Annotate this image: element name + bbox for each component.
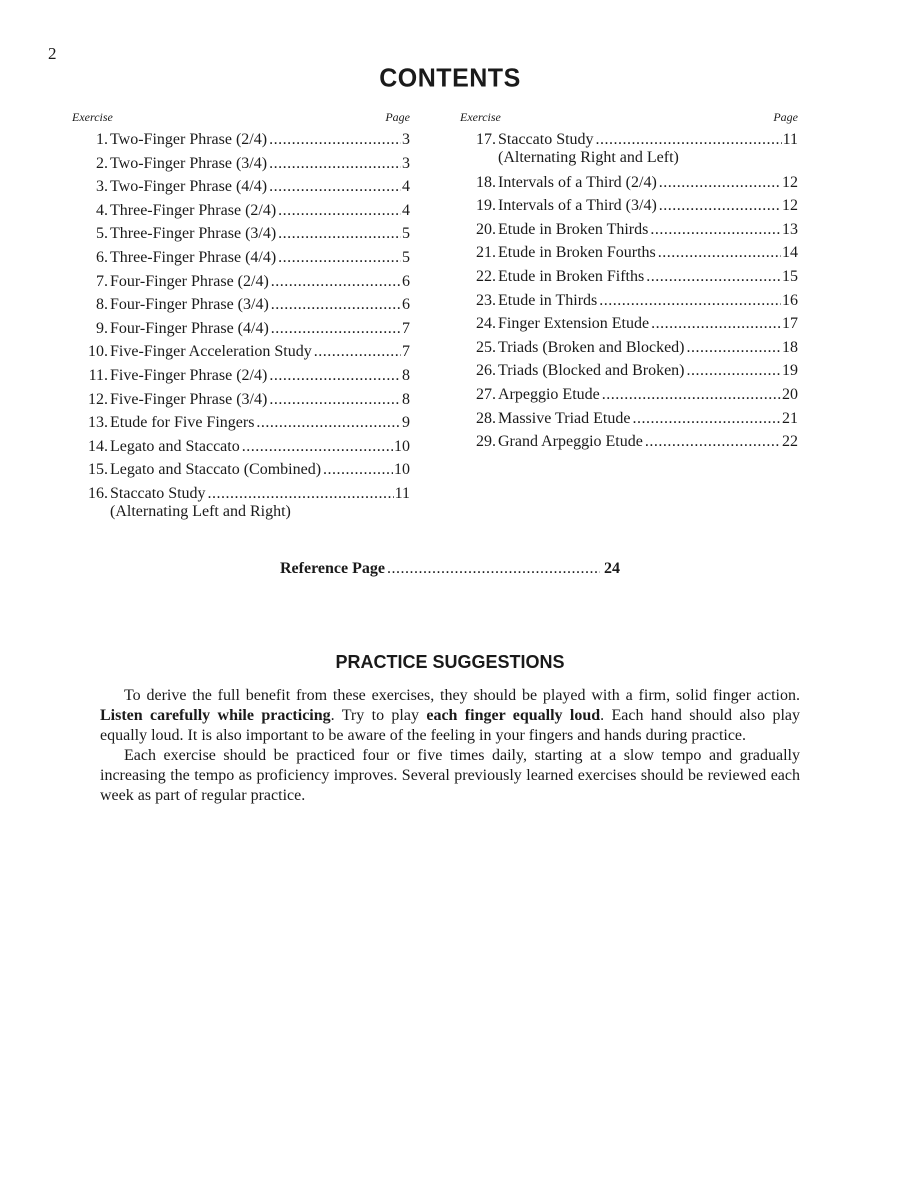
practice-body (100, 686, 800, 806)
dot-leader (645, 430, 781, 454)
dot-leader (650, 218, 781, 242)
contents-entry (70, 222, 410, 246)
reference-page-entry (280, 560, 620, 578)
exercise-page-number: 8 (402, 390, 410, 408)
exercise-page-number: 22 (782, 433, 798, 451)
dot-leader (271, 270, 401, 294)
exercise-subtitle: (Alternating Right and Left) (498, 148, 679, 166)
exercise-page-number: 14 (782, 244, 798, 262)
dot-leader (659, 194, 781, 218)
contents-entry (70, 293, 410, 317)
contents-entry (458, 430, 798, 454)
dot-leader (687, 336, 782, 360)
page-header: Page (385, 110, 410, 124)
exercise-number: 3. (96, 178, 108, 196)
contents-entry-line (458, 289, 798, 313)
contents-entry (70, 152, 410, 176)
exercise-page-number: 3 (402, 131, 410, 148)
column-header (458, 110, 798, 128)
exercise-number: 23. (476, 291, 496, 309)
left-entry-list (70, 128, 410, 522)
exercise-number: 20. (476, 220, 496, 238)
exercise-page-number: 19 (782, 362, 798, 380)
contents-entry-line (70, 152, 410, 176)
exercise-page-number: 12 (782, 173, 798, 191)
contents-entry (70, 458, 410, 482)
contents-entry (70, 340, 410, 364)
exercise-title: Staccato Study (110, 484, 206, 502)
exercise-page-number: 10 (394, 437, 410, 455)
contents-entry (70, 270, 410, 294)
exercise-title: Finger Extension Etude (498, 315, 650, 333)
dot-leader (602, 383, 781, 407)
exercise-number: 2. (96, 154, 108, 172)
exercise-number: 27. (476, 385, 496, 403)
exercise-title: Staccato Study (498, 131, 594, 148)
exercise-title: Triads (Broken and Blocked) (498, 338, 685, 356)
exercise-number: 29. (476, 433, 496, 451)
contents-entry-line (70, 411, 410, 435)
contents-left-column (70, 110, 410, 525)
dot-leader (599, 289, 781, 313)
exercise-title: Arpeggio Etude (498, 385, 600, 403)
dot-leader (242, 435, 393, 459)
contents-entry-line (70, 199, 410, 223)
exercise-number: 17. (476, 131, 496, 148)
contents-entry-line (70, 270, 410, 294)
exercise-number: 18. (476, 173, 496, 191)
exercise-page-number: 5 (402, 225, 410, 243)
contents-entry-line (458, 336, 798, 360)
dot-leader (651, 312, 781, 336)
exercise-number: 15. (88, 461, 108, 479)
exercise-number: 21. (476, 244, 496, 262)
exercise-title: Grand Arpeggio Etude (498, 433, 643, 451)
exercise-title: Three-Finger Phrase (4/4) (110, 248, 277, 266)
contents-entry (458, 336, 798, 360)
exercise-number: 6. (96, 248, 108, 266)
exercise-header: Exercise (72, 110, 113, 124)
exercise-page-number: 6 (402, 296, 410, 314)
contents-entry (70, 482, 410, 522)
exercise-page-number: 11 (782, 131, 798, 148)
exercise-page-number: 3 (402, 154, 410, 172)
contents-entry (70, 411, 410, 435)
contents-entry-line (70, 128, 410, 152)
dot-leader (256, 411, 401, 435)
contents-entry-line (70, 435, 410, 459)
practice-emphasis: each finger equally loud (426, 707, 601, 724)
practice-text: . Each hand should also play equally loud. It is also important to be aware of the feeling in your fingers and hands during practice. (100, 707, 801, 744)
dot-leader (387, 560, 600, 578)
exercise-number: 8. (96, 296, 108, 314)
contents-entry-line (458, 241, 798, 265)
reference-page-number: 24 (604, 560, 620, 577)
exercise-title: Five-Finger Phrase (3/4) (110, 390, 268, 408)
dot-leader (323, 458, 393, 482)
dot-leader (278, 222, 401, 246)
exercise-title: Five-Finger Acceleration Study (110, 343, 312, 361)
contents-entry (458, 407, 798, 431)
exercise-number: 14. (88, 437, 108, 455)
exercise-number: 12. (88, 390, 108, 408)
exercise-number: 26. (476, 362, 496, 380)
exercise-title: Five-Finger Phrase (2/4) (110, 366, 268, 384)
dot-leader (314, 340, 401, 364)
page-header: Page (773, 110, 798, 124)
exercise-page-number: 4 (402, 201, 410, 219)
exercise-title: Two-Finger Phrase (4/4) (110, 178, 268, 196)
exercise-number: 16. (88, 484, 108, 502)
exercise-number: 11. (88, 366, 108, 384)
contents-entry (70, 435, 410, 459)
contents-entry-line (70, 293, 410, 317)
exercise-title: Two-Finger Phrase (2/4) (110, 131, 268, 148)
exercise-title: Triads (Blocked and Broken) (498, 362, 685, 380)
contents-entry (70, 388, 410, 412)
exercise-title: Four-Finger Phrase (3/4) (110, 296, 269, 314)
contents-entry (458, 218, 798, 242)
contents-entry-line (70, 340, 410, 364)
exercise-number: 1. (96, 131, 108, 148)
practice-text: . Try to play (330, 707, 427, 724)
exercise-subtitle: (Alternating Left and Right) (110, 502, 291, 520)
exercise-page-number: 16 (782, 291, 798, 309)
contents-entry-line (70, 222, 410, 246)
practice-emphasis: Listen carefully while practicing (100, 707, 331, 724)
exercise-title: Four-Finger Phrase (4/4) (110, 319, 269, 337)
dot-leader (271, 293, 401, 317)
contents-entry-line (458, 383, 798, 407)
exercise-title: Two-Finger Phrase (3/4) (110, 154, 268, 172)
contents-entry-line (458, 430, 798, 454)
exercise-page-number: 6 (402, 272, 410, 290)
contents-entry-line (70, 458, 410, 482)
contents-entry (458, 241, 798, 265)
dot-leader (646, 265, 781, 289)
page-number: 2 (48, 44, 57, 63)
contents-entry-line (70, 246, 410, 270)
exercise-title: Etude in Broken Thirds (498, 220, 649, 238)
exercise-title: Etude for Five Fingers (110, 414, 255, 432)
exercise-title: Intervals of a Third (2/4) (498, 173, 657, 191)
exercise-number: 25. (476, 338, 496, 356)
dot-leader (278, 199, 401, 223)
exercise-number: 10. (88, 343, 108, 361)
dot-leader (658, 241, 781, 265)
contents-entry (458, 383, 798, 407)
exercise-title: Etude in Thirds (498, 291, 598, 309)
exercise-number: 22. (476, 267, 496, 285)
exercise-page-number: 4 (402, 178, 410, 196)
exercise-page-number: 18 (782, 338, 798, 356)
exercise-number: 28. (476, 409, 496, 427)
exercise-number: 4. (96, 201, 108, 219)
contents-entry-line (458, 265, 798, 289)
right-entry-list (458, 128, 798, 454)
contents-entry (70, 175, 410, 199)
exercise-number: 5. (96, 225, 108, 243)
exercise-number: 19. (476, 197, 496, 215)
contents-entry (70, 364, 410, 388)
dot-leader (269, 128, 401, 152)
exercise-title: Three-Finger Phrase (2/4) (110, 201, 277, 219)
exercise-number: 7. (96, 272, 108, 290)
contents-entry (458, 128, 798, 168)
dot-leader (269, 364, 401, 388)
exercise-number: 24. (476, 315, 496, 333)
exercise-page-number: 10 (394, 461, 410, 479)
exercise-page-number: 15 (782, 267, 798, 285)
contents-entry-line (458, 218, 798, 242)
dot-leader (687, 359, 782, 383)
contents-entry (70, 246, 410, 270)
exercise-page-number: 9 (402, 414, 410, 432)
contents-entry (458, 194, 798, 218)
contents-entry-line (458, 407, 798, 431)
contents-entry-line (70, 388, 410, 412)
contents-entry-line (458, 171, 798, 195)
practice-text: To derive the full benefit from these exercises, they should be played with a firm, solid finger action. (124, 687, 800, 704)
exercise-page-number: 20 (782, 385, 798, 403)
contents-entry-line (70, 175, 410, 199)
exercise-title: Intervals of a Third (3/4) (498, 197, 657, 215)
contents-entry-line (70, 364, 410, 388)
contents-right-column (458, 110, 798, 454)
practice-paragraph: Each exercise should be practiced four or five times daily, starting at a slow tempo and gradually increasing the tempo as proficiency improves. Several previously learned exercises should be reviewed each week as part of regular practice. (100, 747, 800, 804)
exercise-number: 9. (96, 319, 108, 337)
exercise-page-number: 12 (782, 197, 798, 215)
contents-entry (70, 317, 410, 341)
exercise-title: Massive Triad Etude (498, 409, 631, 427)
contents-entry (70, 199, 410, 223)
contents-entry-line (70, 317, 410, 341)
practice-paragraph (100, 686, 800, 746)
practice-heading: PRACTICE SUGGESTIONS (335, 652, 565, 672)
contents-entry (458, 289, 798, 313)
exercise-page-number: 8 (402, 366, 410, 384)
dot-leader (269, 152, 401, 176)
column-header (70, 110, 410, 128)
dot-leader (269, 388, 401, 412)
contents-entry (458, 312, 798, 336)
exercise-page-number: 7 (402, 343, 410, 361)
dot-leader (278, 246, 401, 270)
dot-leader (632, 407, 781, 431)
reference-label: Reference Page (280, 560, 385, 577)
exercise-page-number: 11 (394, 484, 410, 502)
contents-entry (458, 359, 798, 383)
contents-entry (458, 265, 798, 289)
exercise-page-number: 17 (782, 315, 798, 333)
dot-leader (269, 175, 401, 199)
exercise-page-number: 7 (402, 319, 410, 337)
exercise-title: Three-Finger Phrase (3/4) (110, 225, 277, 243)
exercise-page-number: 13 (782, 220, 798, 238)
exercise-page-number: 21 (782, 409, 798, 427)
exercise-page-number: 5 (402, 248, 410, 266)
contents-title: CONTENTS (379, 63, 521, 93)
exercise-title: Etude in Broken Fourths (498, 244, 656, 262)
contents-entry-line (458, 194, 798, 218)
contents-entry-line (458, 312, 798, 336)
exercise-title: Legato and Staccato (110, 437, 240, 455)
contents-entry (458, 171, 798, 195)
exercise-title: Legato and Staccato (Combined) (110, 461, 322, 479)
dot-leader (659, 171, 781, 195)
contents-entry (70, 128, 410, 152)
exercise-title: Etude in Broken Fifths (498, 267, 645, 285)
exercise-title: Four-Finger Phrase (2/4) (110, 272, 269, 290)
contents-entry-line (458, 359, 798, 383)
exercise-number: 13. (88, 414, 108, 432)
dot-leader (271, 317, 401, 341)
exercise-header: Exercise (460, 110, 501, 124)
